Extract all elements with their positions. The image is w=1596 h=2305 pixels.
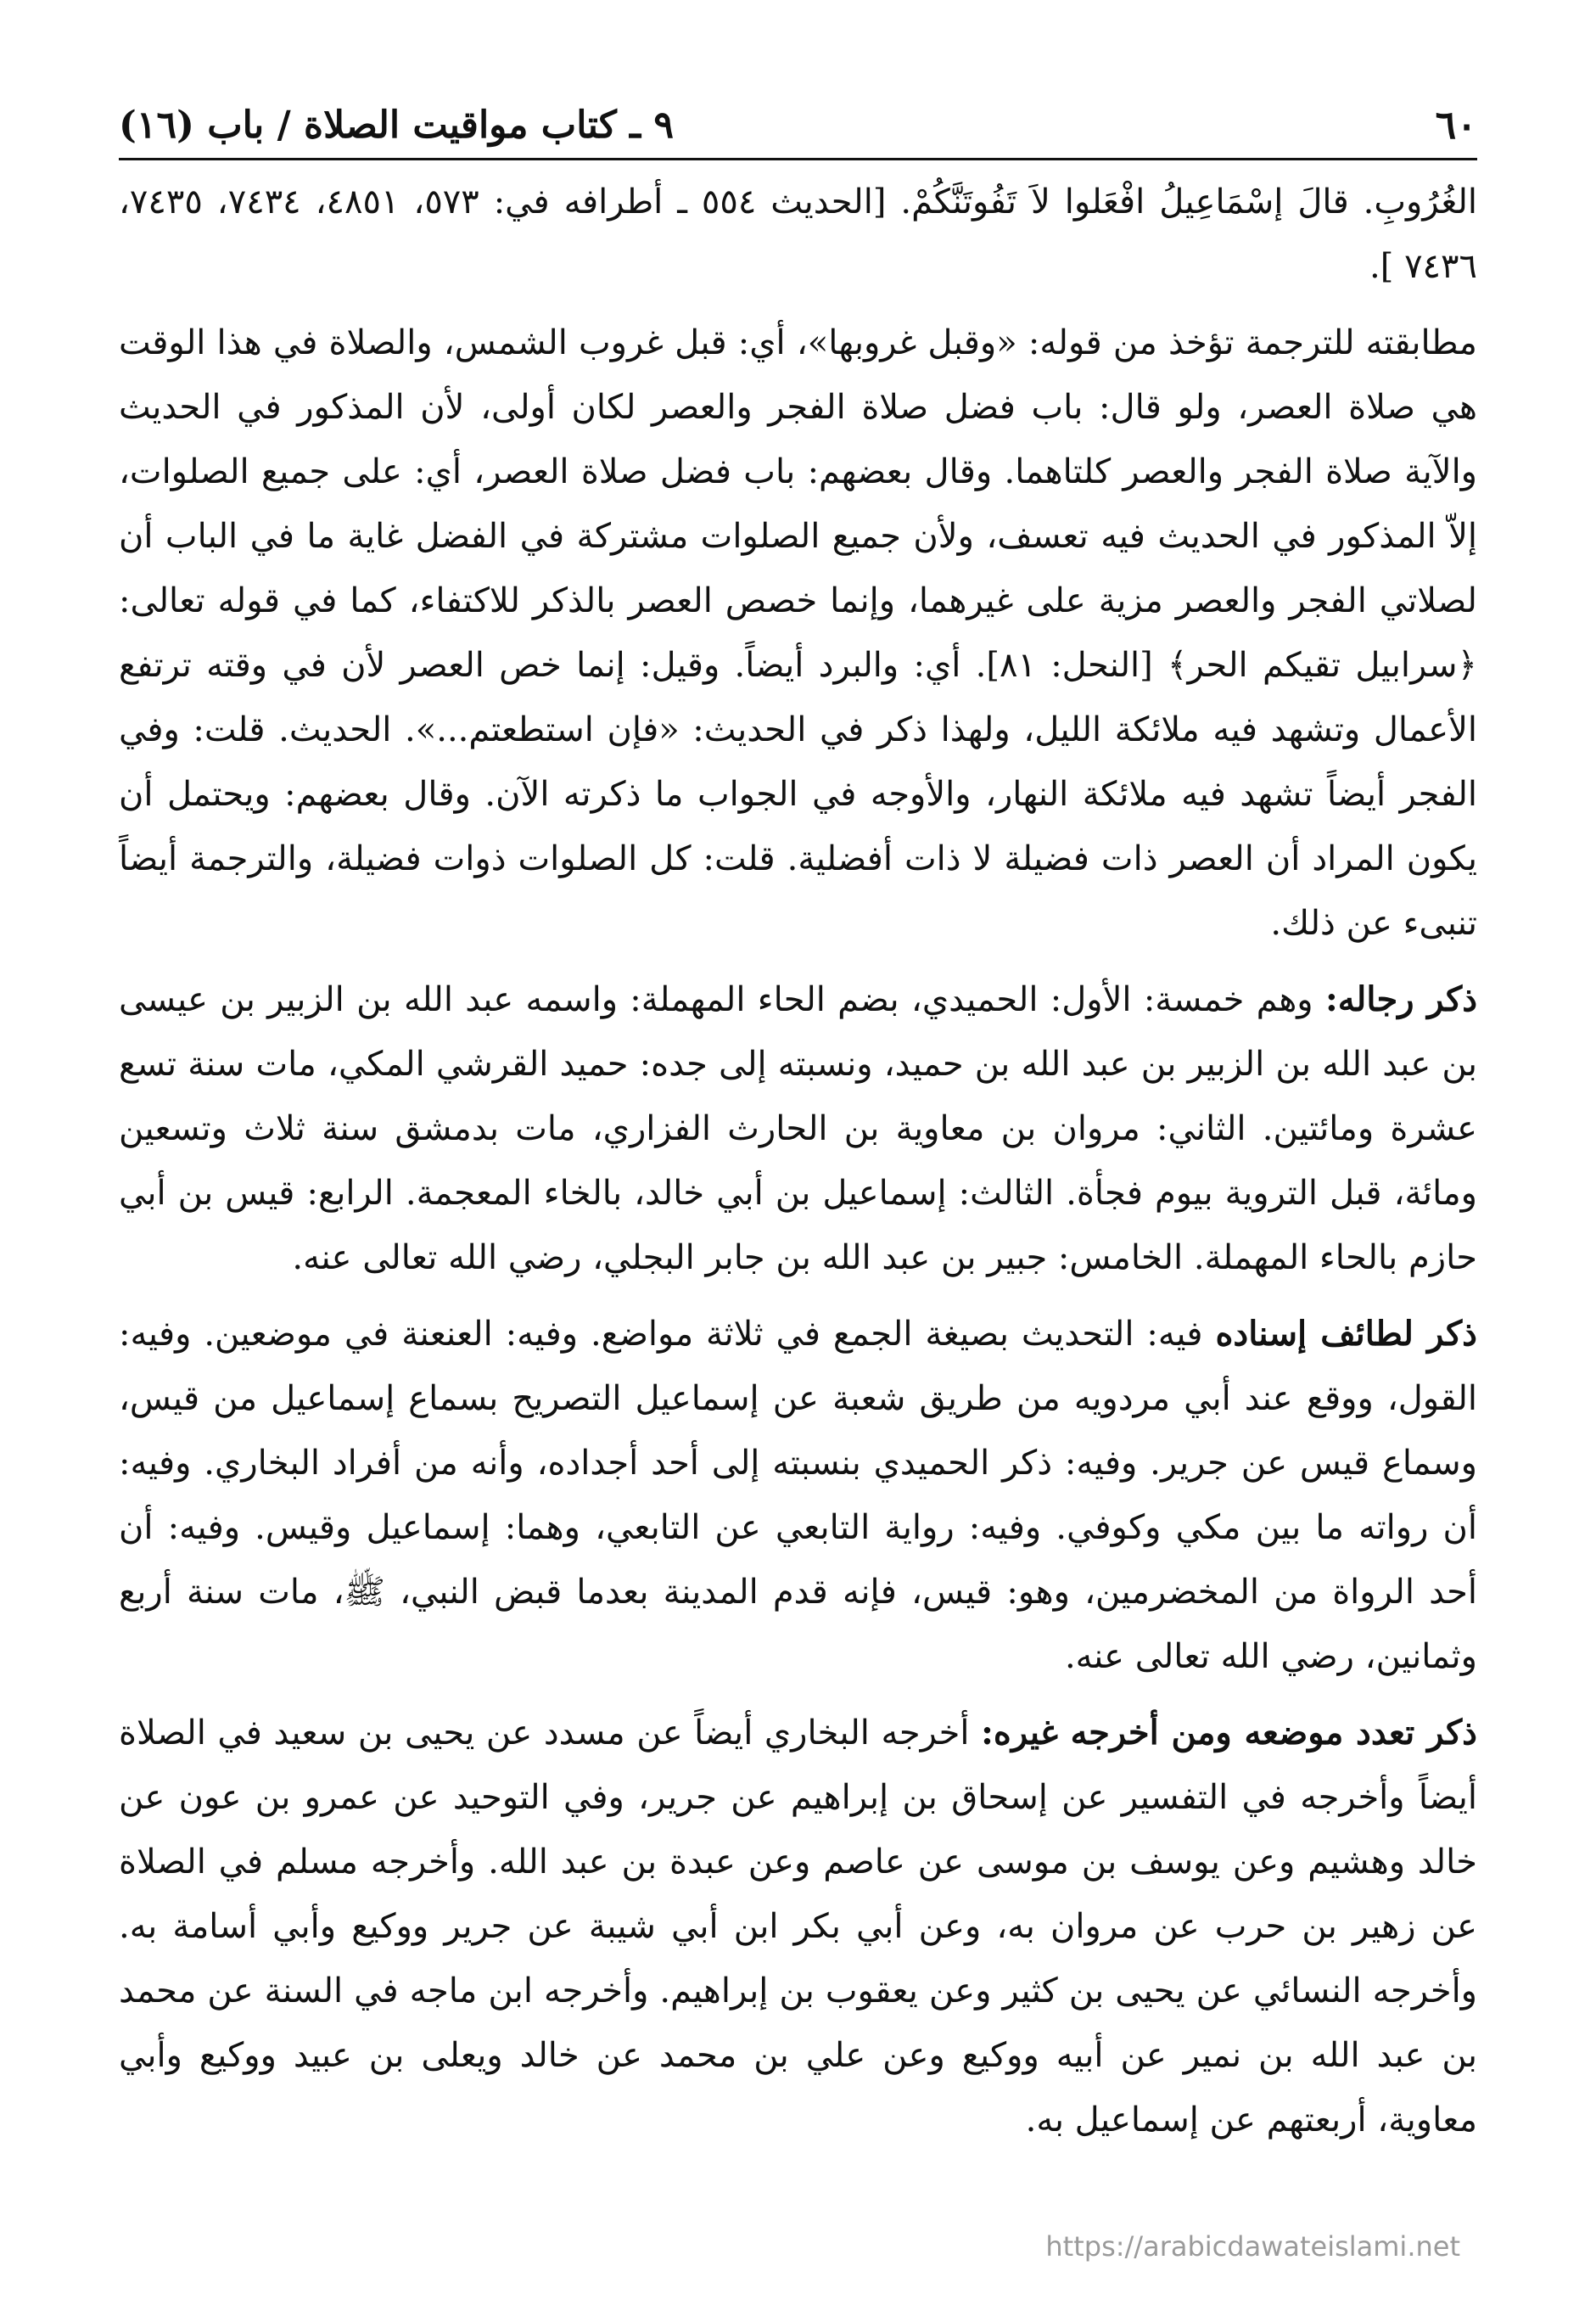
- paragraph-text: أخرجه البخاري أيضاً عن مسدد عن يحيى بن سعيد في الصلاة أيضاً وأخرجه في التفسير عن إسحاق بن إبراهيم عن جرير، وفي التوحيد عن عمرو بن عون عن خالد وهشيم وعن يوسف بن موسى عن عاصم وعن عبدة بن عبد الله. وأخرجه مسلم في الصلاة عن زهير بن حرب عن مروان به، وعن أبي بكر ابن أبي شيبة عن جرير ووكيع وأبي أسامة به. وأخرجه النسائي عن يحيى بن كثير وعن يعقوب بن إبراهيم. وأخرجه ابن ماجه في السنة عن محمد بن عبد الله بن نمير عن أبيه ووكيع وعن علي بن محمد عن خالد ويعلى بن عبيد ووكيع وأبي معاوية، أربعتهم عن إسماعيل به.: [119, 1713, 1477, 2140]
- commentary-paragraph: [119, 311, 1477, 956]
- section-heading: ذكر تعدد موضعه ومن أخرجه غيره:: [981, 1713, 1477, 1753]
- hadith-continuation: [119, 170, 1477, 299]
- paragraph-text: فيه: التحديث بصيغة الجمع في ثلاثة مواضع. وفيه: العنعنة في موضعين. وفيه: القول، ووقع عند أبي مردويه من طريق شعبة عن إسماعيل التصريح بسماع إسماعيل من قيس، وسماع قيس عن جرير. وفيه: ذكر الحميدي بنسبته إلى أحد أجداده، وأنه من أفراد البخاري. وفيه: أن رواته ما بين مكي وكوفي. وفيه: رواية التابعي عن التابعي، وهما: إسماعيل وقيس. وفيه: أن أحد الرواة من المخضرمين، وهو: قيس، فإنه قدم المدينة بعدما قبض النبي، ﷺ، مات سنة أربع وثمانين، رضي الله تعالى عنه.: [119, 1315, 1478, 1676]
- paragraph-text: مطابقته للترجمة تؤخذ من قوله: «وقبل غروبها»، أي: قبل غروب الشمس، والصلاة في هذا الوقت هي صلاة العصر، ولو قال: باب فضل صلاة الفجر والعصر لكان أولى، لأن المذكور في الحديث والآية صلاة الفجر والعصر كلتاهما. وقال بعضهم: باب فضل صلاة العصر، أي: على جميع الصلوات، إلاّ المذكور في الحديث فيه تعسف، ولأن جميع الصلوات مشتركة في الفضل غاية ما في الباب أن لصلاتي الفجر والعصر مزية على غيرهما، وإنما خصص العصر بالذكر للاكتفاء، كما في قوله تعالى: ﴿سرابيل تقيكم الحر﴾ [النحل: ٨١]. أي: والبرد أيضاً. وقيل: إنما خص العصر لأن في وقته ترتفع الأعمال وتشهد فيه ملائكة الليل، ولهذا ذكر في الحديث: «فإن استطعتم...». الحديث. قلت: وفي الفجر أيضاً تشهد فيه ملائكة النهار، والأوجه في الجواب ما ذكرته الآن. وقال بعضهم: ويحتمل أن يكون المراد أن العصر ذات فضيلة لا ذات أفضلية. قلت: كل الصلوات ذوات فضيلة، والترجمة أيضاً تنبىء عن ذلك.: [119, 323, 1477, 943]
- header-rule: [119, 158, 1477, 160]
- page-body: [119, 170, 1477, 2164]
- paragraph-text: الغُرُوبِ. قالَ إسْمَاعِيلُ افْعَلوا لاَ تَفُوتَنَّكُمْ. [الحديث ٥٥٤ ـ أطرافه في: ٥٧٣، ٤٨٥١، ٧٤٣٤، ٧٤٣٥، ٧٤٣٦ ].: [119, 182, 1478, 286]
- section-heading: ذكر رجاله:: [1324, 979, 1478, 1019]
- narrators-paragraph: [119, 967, 1477, 1290]
- section-heading: ذكر لطائف إسناده: [1215, 1314, 1477, 1354]
- paragraph-text: وهم خمسة: الأول: الحميدي، بضم الحاء المهملة: واسمه عبد الله بن الزبير بن عيسى بن عبد الله بن الزبير بن عبد الله بن حميد، ونسبته إلى جده: حميد القرشي المكي، مات سنة تسع عشرة ومائتين. الثاني: مروان بن معاوية بن الحارث الفزاري، مات بدمشق سنة ثلاث وتسعين ومائة، قبل التروية بيوم فجأة. الثالث: إسماعيل بن أبي خالد، بالخاء المعجمة. الرابع: قيس بن أبي حازم بالحاء المهملة. الخامس: جبير بن عبد الله بن جابر البجلي، رضي الله تعالى عنه.: [119, 980, 1478, 1277]
- sources-paragraph: [119, 1701, 1477, 2152]
- running-title: ٩ ـ كتاب مواقيت الصلاة / باب (١٦): [119, 103, 675, 147]
- page-number: ٦٠: [1435, 102, 1477, 148]
- page-header: [119, 95, 1477, 154]
- watermark-url: https://arabicdawateislami.net: [1045, 2230, 1460, 2263]
- chain-subtleties-paragraph: [119, 1302, 1477, 1689]
